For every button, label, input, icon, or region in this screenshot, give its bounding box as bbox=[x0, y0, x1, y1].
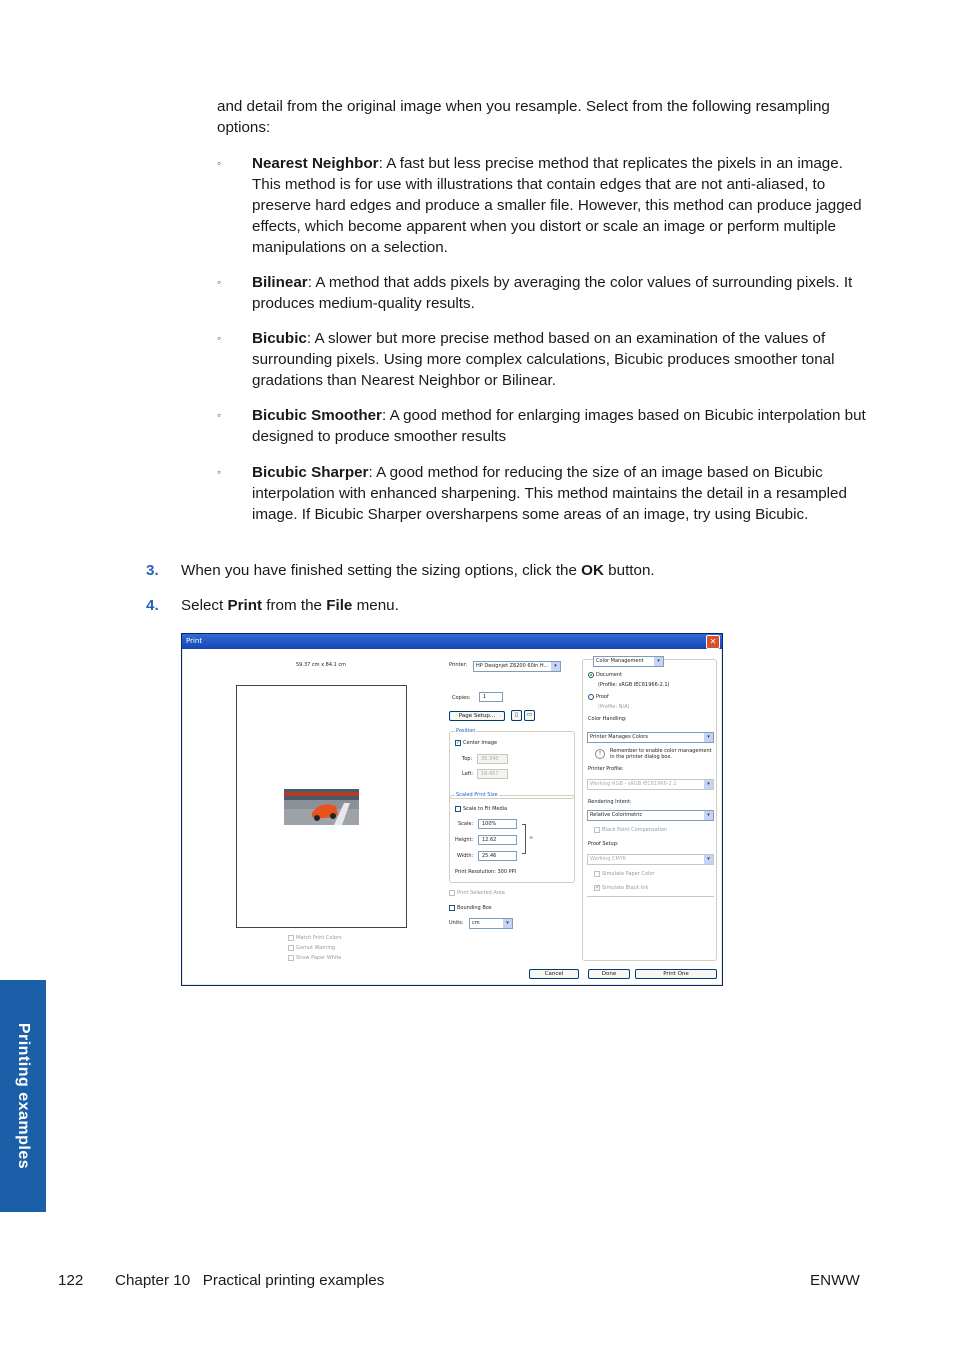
step-number: 4. bbox=[146, 597, 159, 614]
print-one-button[interactable]: Print One bbox=[635, 969, 717, 979]
divider bbox=[587, 896, 714, 897]
step-text: from the bbox=[262, 597, 327, 614]
step-text: Select bbox=[181, 597, 228, 614]
proof-setup-value: Working CMYK bbox=[590, 856, 627, 862]
simulate-paper-label: Simulate Paper Color bbox=[602, 871, 655, 877]
center-image-checkbox[interactable] bbox=[455, 740, 461, 746]
chevron-down-icon: ▾ bbox=[704, 855, 713, 864]
step-text: menu. bbox=[352, 597, 399, 614]
gamut-warning-checkbox[interactable] bbox=[288, 945, 294, 951]
close-icon[interactable]: ✕ bbox=[706, 635, 720, 649]
step-text: button. bbox=[603, 562, 655, 579]
scaled-print-size-group bbox=[449, 792, 575, 883]
document-profile: (Profile: sRGB IEC61966-2.1) bbox=[598, 682, 670, 688]
side-tab bbox=[0, 980, 46, 1212]
show-paper-white-label: Show Paper White bbox=[296, 955, 342, 961]
dialog-title: Print bbox=[186, 637, 203, 645]
width-label: Width: bbox=[457, 853, 474, 859]
portrait-icon[interactable]: ▯ bbox=[511, 710, 522, 721]
proof-label: Proof bbox=[596, 694, 609, 700]
preview-photo bbox=[284, 789, 359, 825]
scaled-print-size-title: Scaled Print Size bbox=[456, 792, 498, 798]
bullet-marker-icon: ◦ bbox=[217, 465, 222, 479]
document-label: Document bbox=[596, 672, 622, 678]
color-handling-label: Color Handling: bbox=[588, 716, 627, 722]
step-number: 3. bbox=[146, 562, 159, 579]
print-dialog bbox=[181, 633, 723, 986]
cancel-button[interactable]: Cancel bbox=[529, 969, 579, 979]
chevron-down-icon: ▾ bbox=[704, 811, 713, 820]
rendering-intent-value: Relative Colorimetric bbox=[590, 812, 643, 818]
center-image-label: Center Image bbox=[463, 740, 498, 746]
done-button[interactable]: Done bbox=[588, 969, 630, 979]
copies-input[interactable]: 1 bbox=[479, 692, 503, 702]
landscape-icon[interactable]: ▭ bbox=[524, 710, 535, 721]
position-group bbox=[449, 728, 575, 799]
proof-setup-label: Proof Setup: bbox=[588, 841, 619, 847]
dialog-body bbox=[183, 649, 721, 984]
document-radio[interactable] bbox=[588, 672, 594, 678]
bullet-marker-icon: ◦ bbox=[217, 331, 222, 345]
side-tab-label: Printing examples bbox=[15, 1022, 32, 1170]
simulate-black-checkbox[interactable] bbox=[594, 885, 600, 891]
intro-paragraph: and detail from the original image when you resample. Select from the following resampling options: bbox=[217, 98, 830, 136]
copies-label: Copies: bbox=[452, 695, 471, 701]
bullet-text: : A good method for enlarging images based on Bicubic interpolation but designed to produce smoother results bbox=[252, 407, 866, 445]
step-bold: File bbox=[326, 597, 353, 614]
printer-label: Printer: bbox=[449, 662, 468, 668]
width-input[interactable]: 25.46 bbox=[478, 851, 517, 861]
print-preview bbox=[236, 685, 407, 928]
proof-setup-select[interactable] bbox=[587, 854, 714, 865]
color-management-value: Color Management bbox=[596, 658, 644, 664]
bullet-marker-icon: ◦ bbox=[217, 408, 222, 422]
show-paper-white-checkbox[interactable] bbox=[288, 955, 294, 961]
height-label: Height: bbox=[455, 837, 474, 843]
chevron-down-icon: ▾ bbox=[654, 657, 663, 666]
paper-size-label: 59.37 cm x 84.1 cm bbox=[296, 662, 347, 668]
print-selected-area-checkbox[interactable] bbox=[449, 890, 455, 896]
top-input[interactable]: 35.340 bbox=[477, 754, 508, 764]
color-handling-value: Printer Manages Colors bbox=[590, 734, 648, 740]
scale-to-fit-label: Scale to Fit Media bbox=[463, 806, 508, 812]
proof-radio[interactable] bbox=[588, 694, 594, 700]
bullet-text: : A fast but less precise method that replicates the pixels in an image. This method is for use with illustrations that contain edges that are not anti-aliased, to preserve hard edges and produce a smaller file. However, this method can produce jagged effects, which become apparent when you distort or scale an image or perform multiple manipulations on a selection. bbox=[252, 155, 862, 256]
rendering-intent-select[interactable] bbox=[587, 810, 714, 821]
chevron-down-icon: ▾ bbox=[551, 662, 560, 671]
bounding-box-label: Bounding Box bbox=[457, 905, 492, 911]
proof-profile: (Profile: N/A) bbox=[598, 704, 630, 710]
bullet-text: : A slower but more precise method based on an examination of the values of surrounding pixels. Using more complex calculations, Bicubic produces smoother tonal gradations than Nearest Neighbor or Bilinear. bbox=[252, 330, 835, 389]
remember-note: Remember to enable color management in the printer dialog box. bbox=[610, 748, 712, 760]
scale-to-fit-checkbox[interactable] bbox=[455, 806, 461, 812]
color-management-select[interactable] bbox=[593, 656, 664, 667]
print-selected-area-label: Print Selected Area bbox=[457, 890, 505, 896]
footer-right: ENWW bbox=[810, 1272, 860, 1289]
chapter-title: Chapter 10 Practical printing examples bbox=[115, 1272, 385, 1289]
info-icon: ! bbox=[595, 749, 605, 759]
bullet-marker-icon: ◦ bbox=[217, 275, 222, 289]
black-point-label: Black Point Compensation bbox=[602, 827, 668, 833]
match-colors-label: Match Print Colors bbox=[296, 935, 342, 941]
bullet-term: Bicubic bbox=[252, 330, 307, 347]
scale-label: Scale: bbox=[458, 821, 474, 827]
bullet-text: : A method that adds pixels by averaging the color values of surrounding pixels. It produces medium-quality results. bbox=[252, 274, 853, 312]
chain-link-icon[interactable]: ∞ bbox=[529, 835, 534, 841]
bullet-term: Bicubic Sharper bbox=[252, 464, 369, 481]
gamut-warning-label: Gamut Warning bbox=[296, 945, 336, 951]
printer-profile-value: Working RGB - sRGB IEC61966-2.1 bbox=[590, 781, 677, 787]
units-value: cm bbox=[472, 920, 480, 926]
units-select[interactable] bbox=[469, 918, 513, 929]
printer-profile-select[interactable] bbox=[587, 779, 714, 790]
printer-value: HP Designjet Z6200 60in H... bbox=[476, 663, 549, 669]
bullet-term: Bicubic Smoother bbox=[252, 407, 382, 424]
chevron-down-icon: ▾ bbox=[704, 780, 713, 789]
print-resolution-label: Print Resolution: 300 PPI bbox=[455, 869, 517, 875]
printer-select[interactable] bbox=[473, 661, 561, 672]
bullet-term: Nearest Neighbor bbox=[252, 155, 379, 172]
page-number: 122 bbox=[58, 1272, 84, 1289]
color-handling-select[interactable] bbox=[587, 732, 714, 743]
step-text: When you have finished setting the sizing options, click the bbox=[181, 562, 582, 579]
height-input[interactable]: 12.62 bbox=[478, 835, 517, 845]
units-label: Units: bbox=[449, 920, 464, 926]
dialog-titlebar bbox=[182, 634, 722, 649]
link-bracket bbox=[522, 824, 526, 854]
scale-input[interactable]: 100% bbox=[478, 819, 517, 829]
bullet-marker-icon: ◦ bbox=[217, 156, 222, 170]
bounding-box-checkbox[interactable] bbox=[449, 905, 455, 911]
printer-profile-label: Printer Profile: bbox=[588, 766, 624, 772]
bullet-term: Bilinear bbox=[252, 274, 308, 291]
top-label: Top: bbox=[462, 756, 473, 762]
simulate-paper-checkbox[interactable] bbox=[594, 871, 600, 877]
chevron-down-icon: ▾ bbox=[704, 733, 713, 742]
black-point-checkbox[interactable] bbox=[594, 827, 600, 833]
chevron-down-icon: ▾ bbox=[503, 919, 512, 928]
bullet-text: : A good method for reducing the size of an image based on Bicubic interpolation with enhanced sharpening. This method maintains the detail in a resampled image. If Bicubic Sharper oversharpens some areas of an image, try using Bicubic. bbox=[252, 464, 847, 523]
rendering-intent-label: Rendering Intent: bbox=[588, 799, 632, 805]
position-title: Position bbox=[456, 728, 476, 734]
step-bold: OK bbox=[581, 562, 604, 579]
page-setup-button[interactable]: Page Setup... bbox=[449, 711, 505, 721]
left-label: Left: bbox=[462, 771, 474, 777]
match-colors-checkbox[interactable] bbox=[288, 935, 294, 941]
left-input[interactable]: 16.457 bbox=[477, 769, 508, 779]
step-bold: Print bbox=[227, 597, 263, 614]
simulate-black-label: Simulate Black Ink bbox=[602, 885, 649, 891]
